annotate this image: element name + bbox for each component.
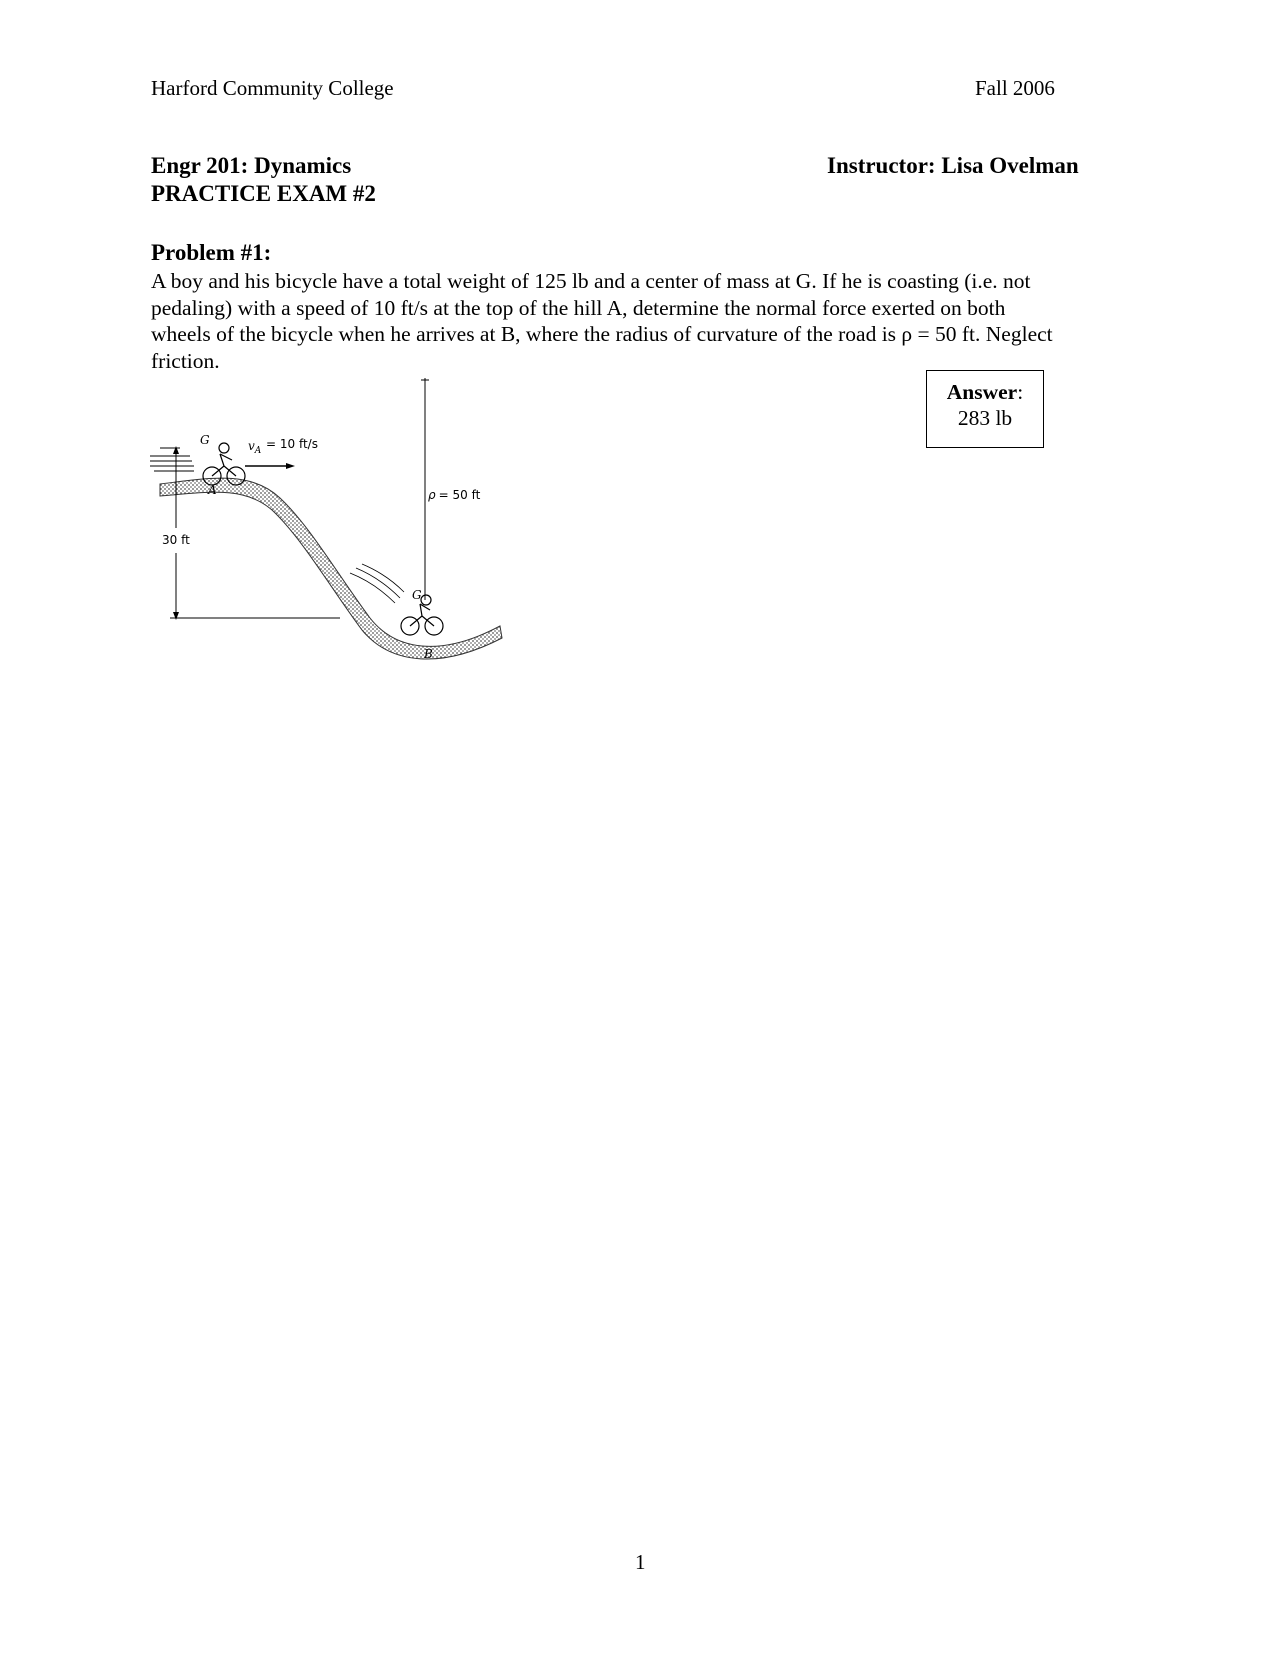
label-B: B: [424, 647, 433, 661]
answer-colon: :: [1017, 380, 1024, 404]
speed-lines-bottom: [350, 564, 404, 603]
label-rho-value: = 50 ft: [438, 488, 481, 502]
label-vA-value: = 10 ft/s: [266, 437, 318, 451]
problem-heading: Problem #1:: [151, 240, 272, 265]
label-A: A: [208, 483, 217, 497]
problem-line: A boy and his bicycle have a total weight of 125 lb and a center of mass at G. If he is coasting (i.e. not: [151, 269, 1031, 293]
speed-lines-top: [150, 456, 194, 471]
page-number: 1: [635, 1550, 646, 1574]
hill-diagram: [140, 368, 520, 678]
answer-label: Answer: [946, 380, 1018, 404]
velocity-arrowhead: [286, 463, 295, 469]
label-rho: [428, 488, 481, 502]
height-arrow-down: [173, 612, 179, 620]
problem-line: friction.: [151, 348, 220, 373]
label-vA-sub: A: [254, 446, 262, 456]
term: Fall 2006: [975, 76, 1055, 100]
label-vA: [248, 439, 262, 456]
problem-text: [151, 268, 1161, 374]
instructor: Instructor: Lisa Ovelman: [827, 153, 1079, 178]
answer-value: 283 lb: [957, 406, 1013, 430]
problem-line: wheels of the bicycle when he arrives at B, where the radius of curvature of the road is ρ = 50 ft. Neglect: [151, 322, 1053, 346]
answer-label-row: [927, 379, 1043, 405]
answer-box: [926, 370, 1044, 448]
label-height: 30 ft: [162, 533, 190, 547]
road-surface: [160, 478, 502, 659]
college-name: Harford Community College: [151, 76, 394, 100]
label-G-bottom: G: [412, 588, 422, 602]
exam-title: PRACTICE EXAM #2: [151, 181, 376, 206]
bicycle-bottom-icon: [401, 595, 443, 635]
bicycle-hill-figure: [140, 368, 520, 678]
height-arrow-up: [173, 446, 179, 454]
course-title: Engr 201: Dynamics: [151, 153, 352, 178]
label-G-top: G: [200, 433, 210, 447]
problem-line: pedaling) with a speed of 10 ft/s at the top of the hill A, determine the normal force exerted on both: [151, 295, 1006, 320]
label-vA-v: v: [248, 439, 255, 453]
label-rho-symbol: ρ: [428, 488, 436, 502]
